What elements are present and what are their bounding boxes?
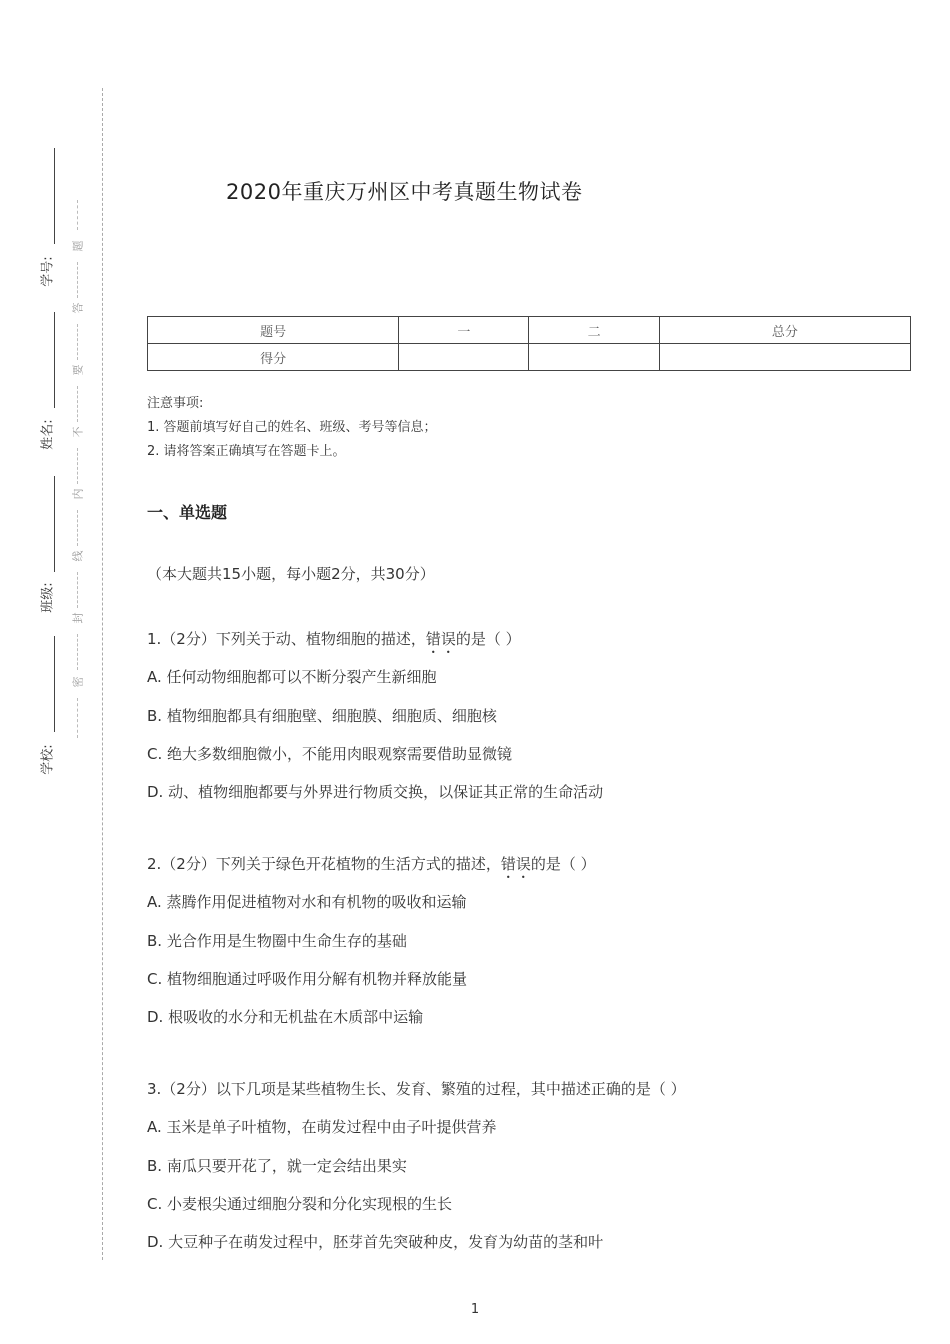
question-option: C. 绝大多数细胞微小，不能用肉眼观察需要借助显微镜	[147, 745, 513, 763]
score-table-header-cell: 题号	[148, 317, 399, 344]
class-label: 班级:	[40, 582, 56, 613]
student-id-line	[54, 148, 55, 244]
binding-char: 答	[71, 302, 85, 314]
binding-char: 内	[71, 488, 85, 500]
section-title: 一、单选题	[147, 503, 228, 522]
score-cell	[659, 344, 910, 371]
stem-text: 的是（ ）	[530, 855, 596, 873]
score-cell	[399, 344, 529, 371]
score-table-header-row	[148, 317, 911, 344]
stem-text: 1.（2分）下列关于动、植物细胞的描述，	[147, 630, 426, 648]
question-option: C. 植物细胞通过呼吸作用分解有机物并释放能量	[147, 970, 468, 988]
stem-text: 的是（ ）	[455, 630, 521, 648]
question-stem	[147, 628, 521, 657]
binding-char: 要	[71, 364, 85, 376]
school-label: 学校:	[40, 744, 56, 775]
stem-emphasis: 错误	[425, 630, 456, 648]
school-line	[54, 636, 55, 732]
notes-item: 2. 请将答案正确填写在答题卡上。	[147, 444, 346, 459]
notes-block	[147, 392, 437, 464]
score-table-score-row	[148, 344, 911, 371]
question-option: B. 植物细胞都具有细胞壁、细胞膜、细胞质、细胞核	[147, 707, 497, 725]
binding-char: 封	[71, 612, 85, 624]
binding-char: 线	[71, 550, 85, 562]
question-option: B. 光合作用是生物圈中生命生存的基础	[147, 932, 407, 950]
section-description: （本大题共15小题，每小题2分，共30分）	[147, 565, 435, 583]
score-cell	[529, 344, 659, 371]
page-title: 2020年重庆万州区中考真题生物试卷	[226, 180, 583, 204]
score-row-label: 得分	[148, 344, 399, 371]
notes-item: 1. 答题前填写好自己的姓名、班级、考号等信息；	[147, 420, 437, 435]
question-option: A. 玉米是单子叶植物，在萌发过程中由子叶提供营养	[147, 1118, 497, 1136]
stem-text: 3.（2分）以下几项是某些植物生长、发育、繁殖的过程，其中描述正确的是（ ）	[147, 1080, 686, 1098]
question-option: D. 根吸收的水分和无机盐在木质部中运输	[147, 1008, 424, 1026]
score-table	[147, 316, 911, 371]
score-table-header-cell: 一	[399, 317, 529, 344]
class-line	[54, 476, 55, 572]
score-table-header-cell: 总分	[659, 317, 910, 344]
page-number: 1	[470, 1302, 480, 1317]
stem-text: 2.（2分）下列关于绿色开花植物的生活方式的描述，	[147, 855, 501, 873]
question-option: D. 大豆种子在萌发过程中，胚芽首先突破种皮，发育为幼苗的茎和叶	[147, 1233, 604, 1251]
question-stem	[147, 1078, 686, 1099]
binding-char: 题	[71, 240, 85, 252]
stem-emphasis: 错误	[500, 855, 531, 873]
name-label: 姓名:	[40, 419, 56, 450]
binding-char: 密	[71, 676, 85, 688]
name-line	[54, 312, 55, 408]
question-stem	[147, 853, 596, 882]
question-option: D. 动、植物细胞都要与外界进行物质交换，以保证其正常的生命活动	[147, 783, 604, 801]
question-option: A. 任何动物细胞都可以不断分裂产生新细胞	[147, 668, 437, 686]
score-table-header-cell: 二	[529, 317, 659, 344]
question-option: A. 蒸腾作用促进植物对水和有机物的吸收和运输	[147, 893, 467, 911]
question-option: C. 小麦根尖通过细胞分裂和分化实现根的生长	[147, 1195, 453, 1213]
notes-heading: 注意事项:	[147, 396, 204, 411]
binding-char: 不	[71, 426, 85, 438]
binding-dashed-line	[102, 88, 103, 1260]
question-option: B. 南瓜只要开花了，就一定会结出果实	[147, 1157, 407, 1175]
student-id-label: 学号:	[40, 256, 56, 287]
